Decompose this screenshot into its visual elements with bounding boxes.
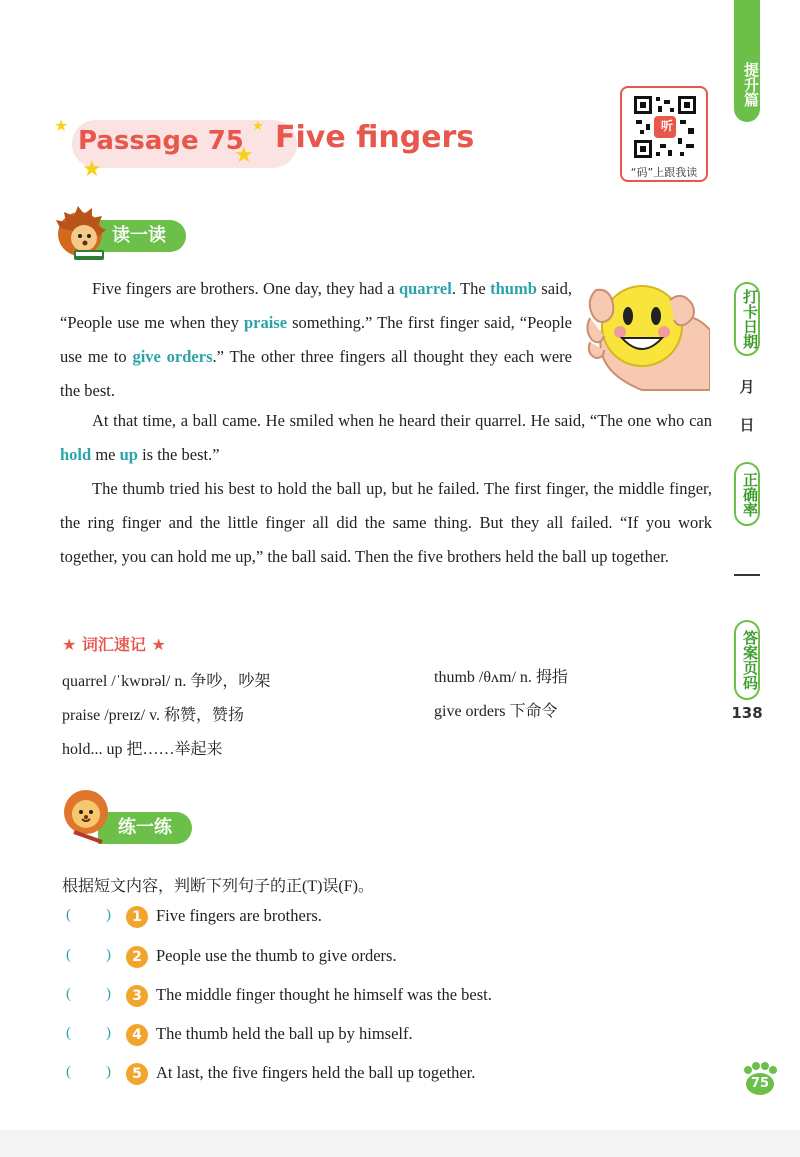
keyword-hold: hold	[60, 445, 92, 464]
question-text: The thumb held the ball up by himself.	[156, 1024, 413, 1043]
section-tab-advanced: 提升篇	[734, 0, 760, 122]
checkin-date-label: 打卡日期	[741, 289, 759, 349]
vocab-item-hold-up: hold... up 把……举起来	[62, 741, 223, 758]
star-icon: ★	[54, 118, 69, 135]
passage-paragraph-2	[60, 404, 712, 472]
practice-section-header	[62, 804, 222, 850]
answer-page-tab	[734, 620, 760, 700]
passage-title	[54, 112, 530, 181]
read-section-header	[56, 212, 216, 258]
answer-page-number: 138	[731, 704, 763, 722]
practice-section-label: 练一练	[98, 812, 192, 844]
text-run: something.” The first finger said, “People use me to	[60, 313, 573, 366]
star-icon: ★	[82, 156, 102, 181]
question-number: 3	[126, 985, 148, 1007]
answer-blank-close: )	[106, 1025, 111, 1041]
day-label: 日	[739, 416, 755, 434]
answer-blank-open[interactable]: (	[66, 1064, 71, 1080]
question-number: 1	[126, 906, 148, 928]
lion-mascot-icon	[62, 788, 112, 844]
answer-blank-open[interactable]: (	[66, 986, 71, 1002]
qr-listen-badge: 听	[660, 119, 673, 133]
vocab-item-give-orders: give orders 下命令	[434, 703, 558, 720]
text-run: said, “People use me when they	[60, 279, 572, 332]
text-run: is the best.”	[137, 445, 220, 464]
text-run: me	[91, 445, 120, 464]
read-section-label: 读一读	[92, 220, 186, 252]
keyword-give-orders: give orders	[132, 347, 213, 366]
star-icon: ★	[234, 142, 254, 167]
vocab-item-thumb: thumb /θʌm/ n. 拇指	[434, 669, 568, 686]
text-run: .” The other three fingers all thought they each were the best.	[60, 347, 572, 400]
answer-page-label: 答案页码	[741, 630, 759, 690]
question-text: People use the thumb to give orders.	[156, 946, 397, 965]
qr-code-box[interactable]	[620, 86, 708, 182]
month-label: 月	[739, 378, 755, 396]
answer-blank-close: )	[106, 1064, 111, 1080]
answer-blank-open[interactable]: (	[66, 947, 71, 963]
hedgehog-mascot-icon	[56, 206, 108, 264]
question-number: 4	[126, 1024, 148, 1046]
checkin-date-tab	[734, 282, 760, 356]
question-text: At last, the five fingers held the ball up together.	[156, 1063, 476, 1082]
text-run: . The	[451, 279, 491, 298]
passage-paragraph-1	[60, 272, 572, 408]
keyword-up: up	[119, 445, 138, 464]
answer-blank-close: )	[106, 986, 111, 1002]
answer-blank-open[interactable]: (	[66, 907, 71, 923]
thumb-smiley-illustration	[582, 270, 710, 398]
text-run: At that time, a ball came. He smiled when he heard their quarrel. He said, “The one who can	[92, 411, 712, 430]
page-title: Five fingers	[275, 120, 475, 155]
keyword-thumb: thumb	[490, 279, 537, 298]
keyword-praise: praise	[243, 313, 288, 332]
accuracy-line	[734, 574, 760, 576]
practice-instruction: 根据短文内容，判断下列句子的正(T)误(F)。	[62, 878, 374, 895]
answer-blank-close: )	[106, 907, 111, 923]
question-number: 5	[126, 1063, 148, 1085]
passage-paragraph-3: The thumb tried his best to hold the ball up, but he failed. The first finger, the middle finger, the ring finger and the little finger all did the same thing. But they all failed. “If you work together, you can hold me up,” the ball said. Then the five brothers held the ball up together.	[60, 479, 712, 566]
question-text: Five fingers are brothers.	[156, 906, 322, 925]
answer-blank-open[interactable]: (	[66, 1025, 71, 1041]
star-icon: ★	[252, 118, 264, 133]
vocab-title: ★ 词汇速记 ★	[62, 635, 166, 654]
accuracy-label: 正确率	[741, 471, 759, 517]
qr-label: “码”上跟我读	[630, 166, 698, 179]
answer-blank-close: )	[106, 947, 111, 963]
accuracy-tab	[734, 462, 760, 526]
question-text: The middle finger thought he himself was the best.	[156, 985, 492, 1004]
question-number: 2	[126, 946, 148, 968]
page-number: 75	[750, 1076, 770, 1091]
page-number-badge	[742, 1062, 778, 1096]
vocab-item-quarrel: quarrel /ˈkwɒrəl/ n. 争吵，吵架	[62, 673, 271, 690]
page-edge	[0, 1130, 800, 1157]
keyword-quarrel: quarrel	[398, 279, 452, 298]
text-run: Five fingers are brothers. One day, they had a	[92, 279, 399, 298]
vocab-item-praise: praise /preɪz/ v. 称赞，赞扬	[62, 707, 245, 724]
passage-number: Passage 75	[78, 126, 244, 156]
